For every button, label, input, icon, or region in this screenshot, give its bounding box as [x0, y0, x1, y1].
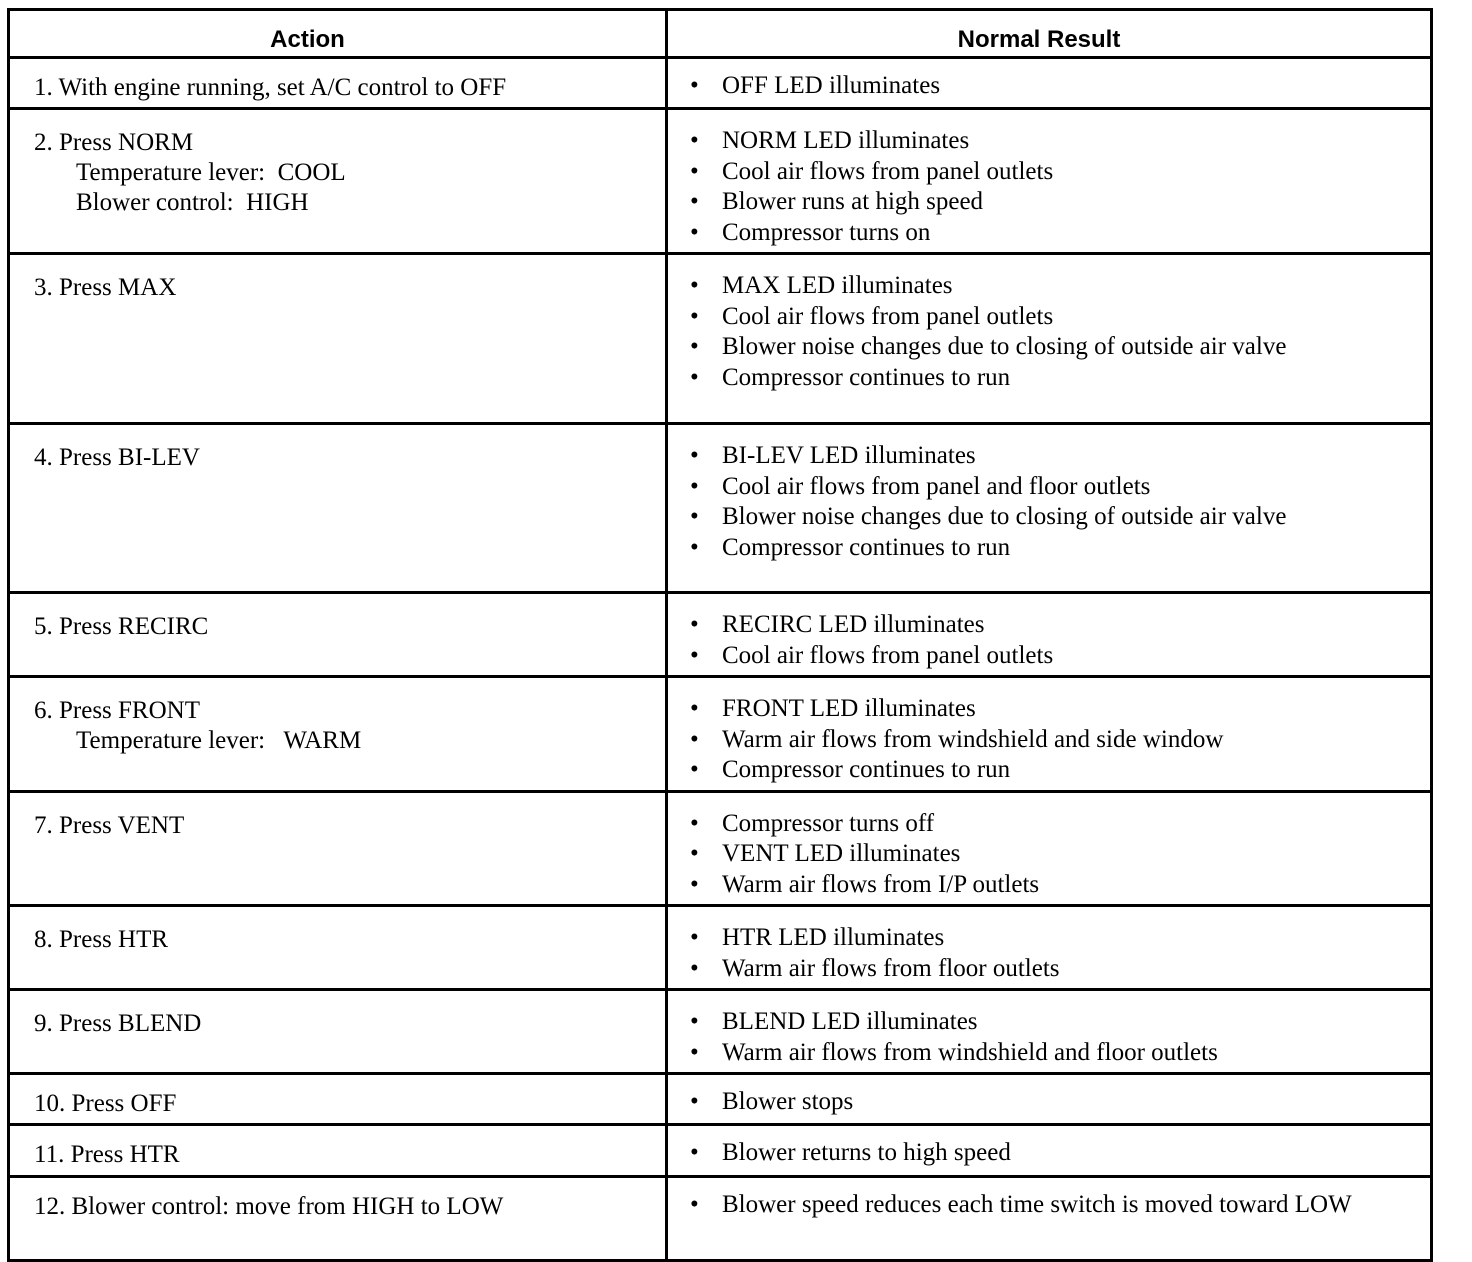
result-item: • Warm air flows from windshield and side window [690, 725, 1370, 756]
result-cell [667, 1074, 1432, 1125]
action-cell [9, 254, 667, 424]
result-item: • Compressor continues to run [690, 755, 1370, 786]
result-item: • RECIRC LED illuminates [690, 610, 1370, 641]
result-item: • Cool air flows from panel outlets [690, 641, 1370, 672]
table-row [9, 990, 1432, 1074]
result-cell [667, 990, 1432, 1074]
page-footer-mark [540, 1216, 610, 1230]
result-item: • Blower stops [690, 1087, 1370, 1118]
action-cell [9, 109, 667, 254]
result-item: • OFF LED illuminates [690, 71, 1370, 102]
action-setting: Temperature lever: WARM [76, 727, 362, 754]
header-row [9, 10, 1432, 58]
action-text: 11. Press HTR [34, 1141, 180, 1168]
result-item: • Warm air flows from windshield and floor outlets [690, 1038, 1370, 1069]
result-item: • Compressor turns off [690, 809, 1370, 840]
result-list [668, 594, 1430, 675]
header-action: Action [9, 10, 667, 58]
action-text: 10. Press OFF [34, 1090, 177, 1117]
table-row [9, 906, 1432, 990]
action-cell [9, 58, 667, 109]
action-text: 3. Press MAX [34, 274, 177, 301]
action-cell [9, 1125, 667, 1177]
result-list [668, 255, 1430, 397]
result-item: • NORM LED illuminates [690, 126, 1370, 157]
action-setting: Blower control: HIGH [76, 189, 309, 216]
result-cell [667, 1177, 1432, 1261]
result-item: • Warm air flows from floor outlets [690, 954, 1370, 985]
action-cell [9, 990, 667, 1074]
action-cell [9, 593, 667, 677]
result-item: • Blower runs at high speed [690, 187, 1370, 218]
action-text: 4. Press BI-LEV [34, 444, 200, 471]
table-row [9, 593, 1432, 677]
result-cell [667, 109, 1432, 254]
action-setting: Temperature lever: COOL [76, 159, 346, 186]
action-cell [9, 677, 667, 792]
result-item: • BLEND LED illuminates [690, 1007, 1370, 1038]
result-cell [667, 1125, 1432, 1177]
action-result-table [7, 8, 1433, 1262]
result-list [668, 110, 1430, 252]
result-item: • Compressor turns on [690, 218, 1370, 249]
action-text: 8. Press HTR [34, 926, 169, 953]
action-text: 6. Press FRONT [34, 697, 200, 724]
table-row [9, 109, 1432, 254]
result-item: • Blower noise changes due to closing of outside air valve [690, 502, 1370, 533]
action-cell [9, 424, 667, 593]
action-cell [9, 906, 667, 990]
table-row [9, 58, 1432, 109]
table-row [9, 254, 1432, 424]
table-row [9, 1177, 1432, 1261]
result-cell [667, 58, 1432, 109]
result-list [668, 678, 1430, 790]
action-cell [9, 1074, 667, 1125]
result-list [668, 1178, 1430, 1225]
result-cell [667, 593, 1432, 677]
result-list [668, 793, 1430, 905]
result-cell [667, 791, 1432, 906]
action-cell [9, 791, 667, 906]
table-row [9, 677, 1432, 792]
result-item: • Cool air flows from panel outlets [690, 302, 1370, 333]
result-list [668, 991, 1430, 1072]
result-cell [667, 906, 1432, 990]
table-row [9, 791, 1432, 906]
header-normal-result: Normal Result [667, 10, 1432, 58]
action-text: 12. Blower control: move from HIGH to LOW [34, 1193, 504, 1220]
result-item: • MAX LED illuminates [690, 271, 1370, 302]
action-text: 5. Press RECIRC [34, 613, 209, 640]
result-item: • Cool air flows from panel and floor outlets [690, 472, 1370, 503]
result-item: • HTR LED illuminates [690, 923, 1370, 954]
result-list [668, 59, 1430, 106]
result-list [668, 1075, 1430, 1122]
result-item: • Blower noise changes due to closing of outside air valve [690, 332, 1370, 363]
table-row [9, 1125, 1432, 1177]
result-list [668, 425, 1430, 567]
result-cell [667, 424, 1432, 593]
result-item: • Blower speed reduces each time switch is moved toward LOW [690, 1190, 1370, 1221]
table-row [9, 1074, 1432, 1125]
result-list [668, 1126, 1430, 1173]
action-text: 7. Press VENT [34, 811, 185, 839]
result-item: • Compressor continues to run [690, 363, 1370, 394]
result-item: • BI-LEV LED illuminates [690, 441, 1370, 472]
result-item: • Compressor continues to run [690, 533, 1370, 564]
result-item: • Warm air flows from I/P outlets [690, 870, 1370, 901]
result-item: • Blower returns to high speed [690, 1138, 1370, 1169]
action-text: 2. Press NORM [34, 129, 194, 156]
result-item: • VENT LED illuminates [690, 839, 1370, 870]
result-list [668, 907, 1430, 988]
result-item: • FRONT LED illuminates [690, 694, 1370, 725]
result-item: • Cool air flows from panel outlets [690, 157, 1370, 188]
result-cell [667, 254, 1432, 424]
action-text: 1. With engine running, set A/C control to OFF [34, 74, 507, 101]
table-row [9, 424, 1432, 593]
action-text: 9. Press BLEND [34, 1010, 202, 1037]
result-cell [667, 677, 1432, 792]
